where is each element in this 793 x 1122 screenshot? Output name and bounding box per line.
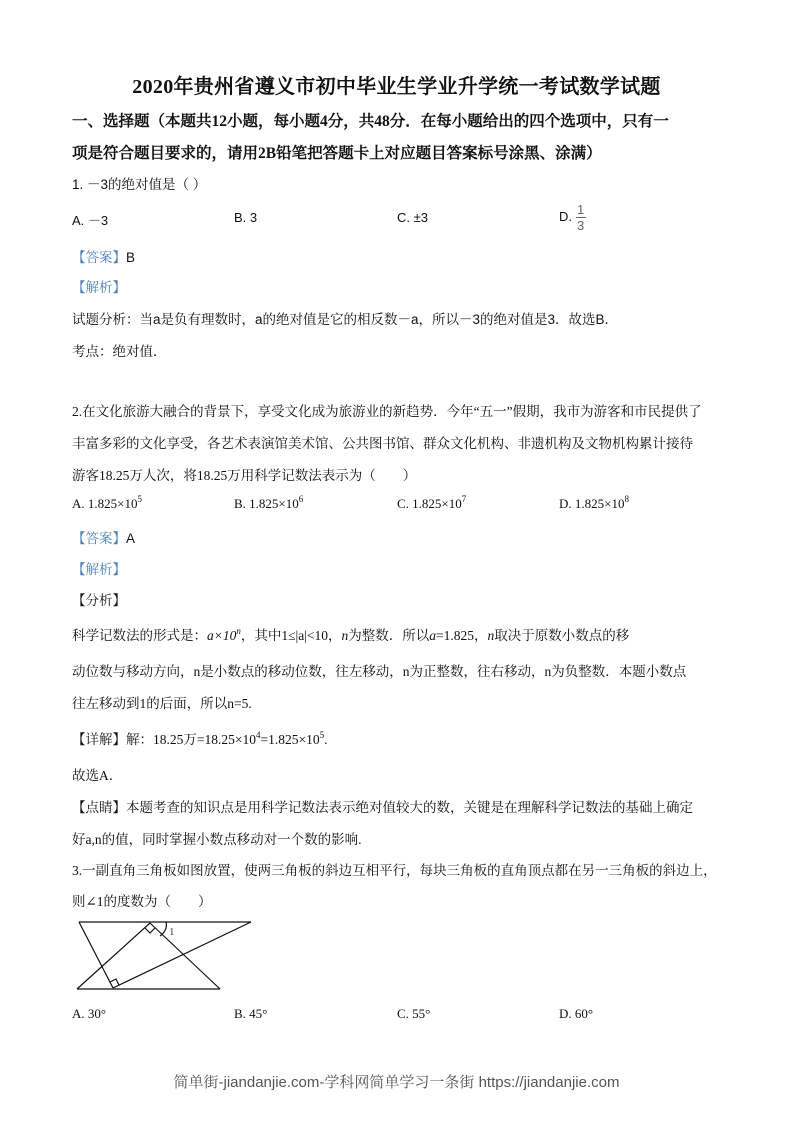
var-n: n bbox=[487, 628, 495, 643]
q1-answer bbox=[72, 246, 135, 266]
q2-fenxi-line2: 动位数与移动方向，n是小数点的移动位数，往左移动，n为正整数，往右移动，n为负整数．本题小数点 bbox=[72, 664, 687, 679]
q3-option-d: D. 60° bbox=[559, 1006, 594, 1021]
text: 取决于原数小数点的移 bbox=[494, 628, 630, 643]
q2-option-b-text: B. 1.825×10 bbox=[234, 496, 299, 511]
q3-option-c: C. 55° bbox=[397, 1006, 431, 1021]
triangle-set-figure bbox=[60, 910, 320, 1000]
q2-xiangjie bbox=[72, 728, 327, 748]
text: . bbox=[324, 732, 328, 747]
var-n: n bbox=[341, 628, 349, 643]
fraction-one-third bbox=[576, 203, 586, 232]
exponent: 6 bbox=[298, 494, 304, 504]
answer-tag: 【答案】 bbox=[72, 531, 126, 546]
exponent: 5 bbox=[319, 730, 325, 740]
q1-option-a: A. －3 bbox=[72, 213, 109, 228]
q2-stem-line2: 丰富多彩的文化享受，各艺术表演馆美术馆、公共图书馆、群众文化机构、非遗机构及文物机构累计接待 bbox=[72, 436, 693, 451]
q1-option-d bbox=[559, 203, 586, 232]
exponent: n bbox=[236, 626, 241, 636]
text: 为整数．所以 bbox=[348, 628, 430, 643]
q1-stem: 1. －3的绝对值是（ ） bbox=[72, 177, 207, 192]
formula: a×10 bbox=[207, 628, 237, 643]
q2-guxuan: 故选A． bbox=[72, 768, 123, 783]
q2-fenxi-line3: 往左移动到1的后面，所以n=5. bbox=[72, 696, 252, 711]
q2-option-c-text: C. 1.825×10 bbox=[397, 496, 462, 511]
page-title: 2020年贵州省遵义市初中毕业生学业升学统一考试数学试题 bbox=[132, 76, 661, 98]
section-heading-line2: 项是符合题目要求的，请用2B铅笔把答题卡上对应题目答案标号涂黑、涂满） bbox=[72, 145, 602, 162]
xiangjie-tag: 【详解】 bbox=[72, 732, 126, 747]
answer-value: A bbox=[126, 531, 136, 546]
text: =1.825×10 bbox=[260, 732, 320, 747]
q1-kaodian: 考点：绝对值． bbox=[72, 344, 167, 359]
q2-dianjing-line1 bbox=[72, 796, 693, 816]
footer-watermark: 简单街-jiandanjie.com-学科网简单学习一条街 https://jiandanjie.com bbox=[173, 1074, 620, 1091]
fraction-denominator: 3 bbox=[577, 218, 585, 233]
exponent: 4 bbox=[255, 730, 261, 740]
q2-stem-line1: 2.在文化旅游大融合的背景下，享受文化成为旅游业的新趋势．今年“五一”假期，我市为游客和市民提供了 bbox=[72, 404, 702, 419]
answer-tag: 【答案】 bbox=[72, 250, 126, 265]
q2-option-b bbox=[234, 496, 303, 512]
exponent: 5 bbox=[137, 494, 142, 504]
q1-analysis-tag: 【解析】 bbox=[72, 280, 126, 295]
text: 科学记数法的形式是： bbox=[72, 628, 207, 643]
q1-analysis-text: 试题分析：当a是负有理数时，a的绝对值是它的相反数－a，所以－3的绝对值是3．故选B． bbox=[72, 312, 619, 327]
q3-stem-line2: 则∠1的度数为（ ） bbox=[72, 894, 212, 909]
dianjing-tag: 【点睛】 bbox=[72, 800, 126, 815]
var-a: a bbox=[429, 628, 437, 643]
q2-fenxi-line1 bbox=[72, 624, 629, 644]
q1-option-b: B. 3 bbox=[234, 210, 258, 225]
exponent: 8 bbox=[624, 494, 629, 504]
q3-option-a: A. 30° bbox=[72, 1006, 107, 1021]
q2-option-d-text: D. 1.825×10 bbox=[559, 496, 625, 511]
exponent: 7 bbox=[461, 494, 467, 504]
text: ，其中1≤|a|<10， bbox=[240, 628, 342, 643]
q2-analysis-tag: 【解析】 bbox=[72, 562, 126, 577]
q2-stem-line3: 游客18.25万人次，将18.25万用科学记数法表示为（ ） bbox=[72, 468, 417, 483]
q2-option-d bbox=[559, 496, 629, 512]
fraction-numerator: 1 bbox=[577, 202, 585, 217]
q2-dianjing-line2: 好a,n的值，同时掌握小数点移动对一个数的影响. bbox=[72, 832, 362, 847]
section-heading-line1: 一、选择题（本题共12小题，每小题4分，共48分．在每小题给出的四个选项中，只有一 bbox=[72, 113, 669, 130]
text: =1.825， bbox=[436, 628, 488, 643]
q3-option-b: B. 45° bbox=[234, 1006, 268, 1021]
q2-option-a-text: A. 1.825×10 bbox=[72, 496, 138, 511]
text: 本题考查的知识点是用科学记数法表示绝对值较大的数，关键是在理解科学记数法的基础上确定 bbox=[126, 800, 693, 815]
answer-value: B bbox=[126, 250, 136, 265]
text: 解：18.25万=18.25×10 bbox=[126, 732, 256, 747]
q1-option-d-label: D. bbox=[559, 208, 572, 224]
q2-option-c bbox=[397, 496, 466, 512]
angle-1-label: 1 bbox=[169, 926, 175, 938]
q3-stem-line1: 3.一副直角三角板如图放置，使两三角板的斜边互相平行，每块三角板的直角顶点都在另一三角板的斜边上， bbox=[72, 863, 717, 878]
q2-answer bbox=[72, 527, 135, 547]
q2-fenxi-tag: 【分析】 bbox=[72, 593, 126, 608]
q1-option-c: C. ±3 bbox=[397, 210, 428, 225]
q2-option-a bbox=[72, 496, 142, 512]
